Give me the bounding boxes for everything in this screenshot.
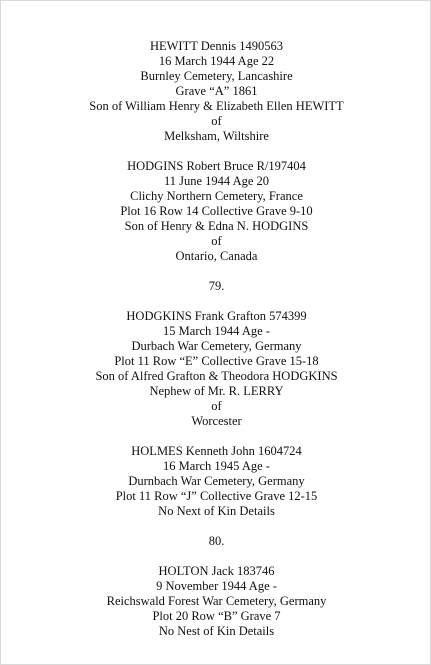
record-cemetery: Burnley Cemetery, Lancashire bbox=[140, 69, 293, 83]
page-number: 79. bbox=[208, 279, 225, 293]
record-place: Ontario, Canada bbox=[175, 249, 258, 263]
record-cemetery: Durbach War Cemetery, Germany bbox=[131, 339, 302, 353]
record-date-age: 9 November 1944 Age - bbox=[156, 579, 277, 593]
record-grave: Grave “A” 1861 bbox=[175, 84, 258, 98]
record-grave: Plot 20 Row “B” Grave 7 bbox=[152, 609, 281, 623]
record-kin: Son of Alfred Grafton & Theodora HODGKINS bbox=[95, 369, 338, 383]
record-date-age: 15 March 1944 Age - bbox=[163, 324, 270, 338]
record-grave: Plot 11 Row “J” Collective Grave 12-15 bbox=[115, 489, 318, 503]
record-name: HOLTON Jack 183746 bbox=[158, 564, 275, 578]
record-hodgkins bbox=[1, 309, 431, 429]
record-cemetery: Clichy Northern Cemetery, France bbox=[130, 189, 303, 203]
record-of: of bbox=[211, 114, 222, 128]
record-grave: Plot 16 Row 14 Collective Grave 9-10 bbox=[120, 204, 313, 218]
record-cemetery: Reichswald Forest War Cemetery, Germany bbox=[106, 594, 327, 608]
page-number: 80. bbox=[208, 534, 225, 548]
record-grave: Plot 11 Row “E” Collective Grave 15-18 bbox=[114, 354, 319, 368]
record-kin: No Next of Kin Details bbox=[158, 504, 275, 518]
record-place: Melksham, Wiltshire bbox=[164, 129, 269, 143]
record-holmes bbox=[1, 444, 431, 519]
record-place: Worcester bbox=[191, 414, 242, 428]
record-hodgins bbox=[1, 159, 431, 264]
record-date-age: 11 June 1944 Age 20 bbox=[163, 174, 270, 188]
record-cemetery: Durnbach War Cemetery, Germany bbox=[128, 474, 305, 488]
record-of: of bbox=[211, 234, 222, 248]
record-name: HOLMES Kenneth John 1604724 bbox=[131, 444, 302, 458]
record-name: HODGINS Robert Bruce R/197404 bbox=[127, 159, 306, 173]
record-kin: No Nest of Kin Details bbox=[158, 624, 275, 638]
record-name: HEWITT Dennis 1490563 bbox=[149, 39, 284, 53]
record-kin: Son of Henry & Edna N. HODGINS bbox=[124, 219, 309, 233]
record-date-age: 16 March 1945 Age - bbox=[163, 459, 270, 473]
record-list bbox=[1, 39, 431, 639]
record-hewitt bbox=[1, 39, 431, 144]
record-kin: Son of William Henry & Elizabeth Ellen HEWITT bbox=[89, 99, 344, 113]
record-nephew: Nephew of Mr. R. LERRY bbox=[149, 384, 284, 398]
record-date-age: 16 March 1944 Age 22 bbox=[158, 54, 275, 68]
record-name: HODGKINS Frank Grafton 574399 bbox=[126, 309, 307, 323]
record-of: of bbox=[211, 399, 222, 413]
record-holton bbox=[1, 564, 431, 639]
